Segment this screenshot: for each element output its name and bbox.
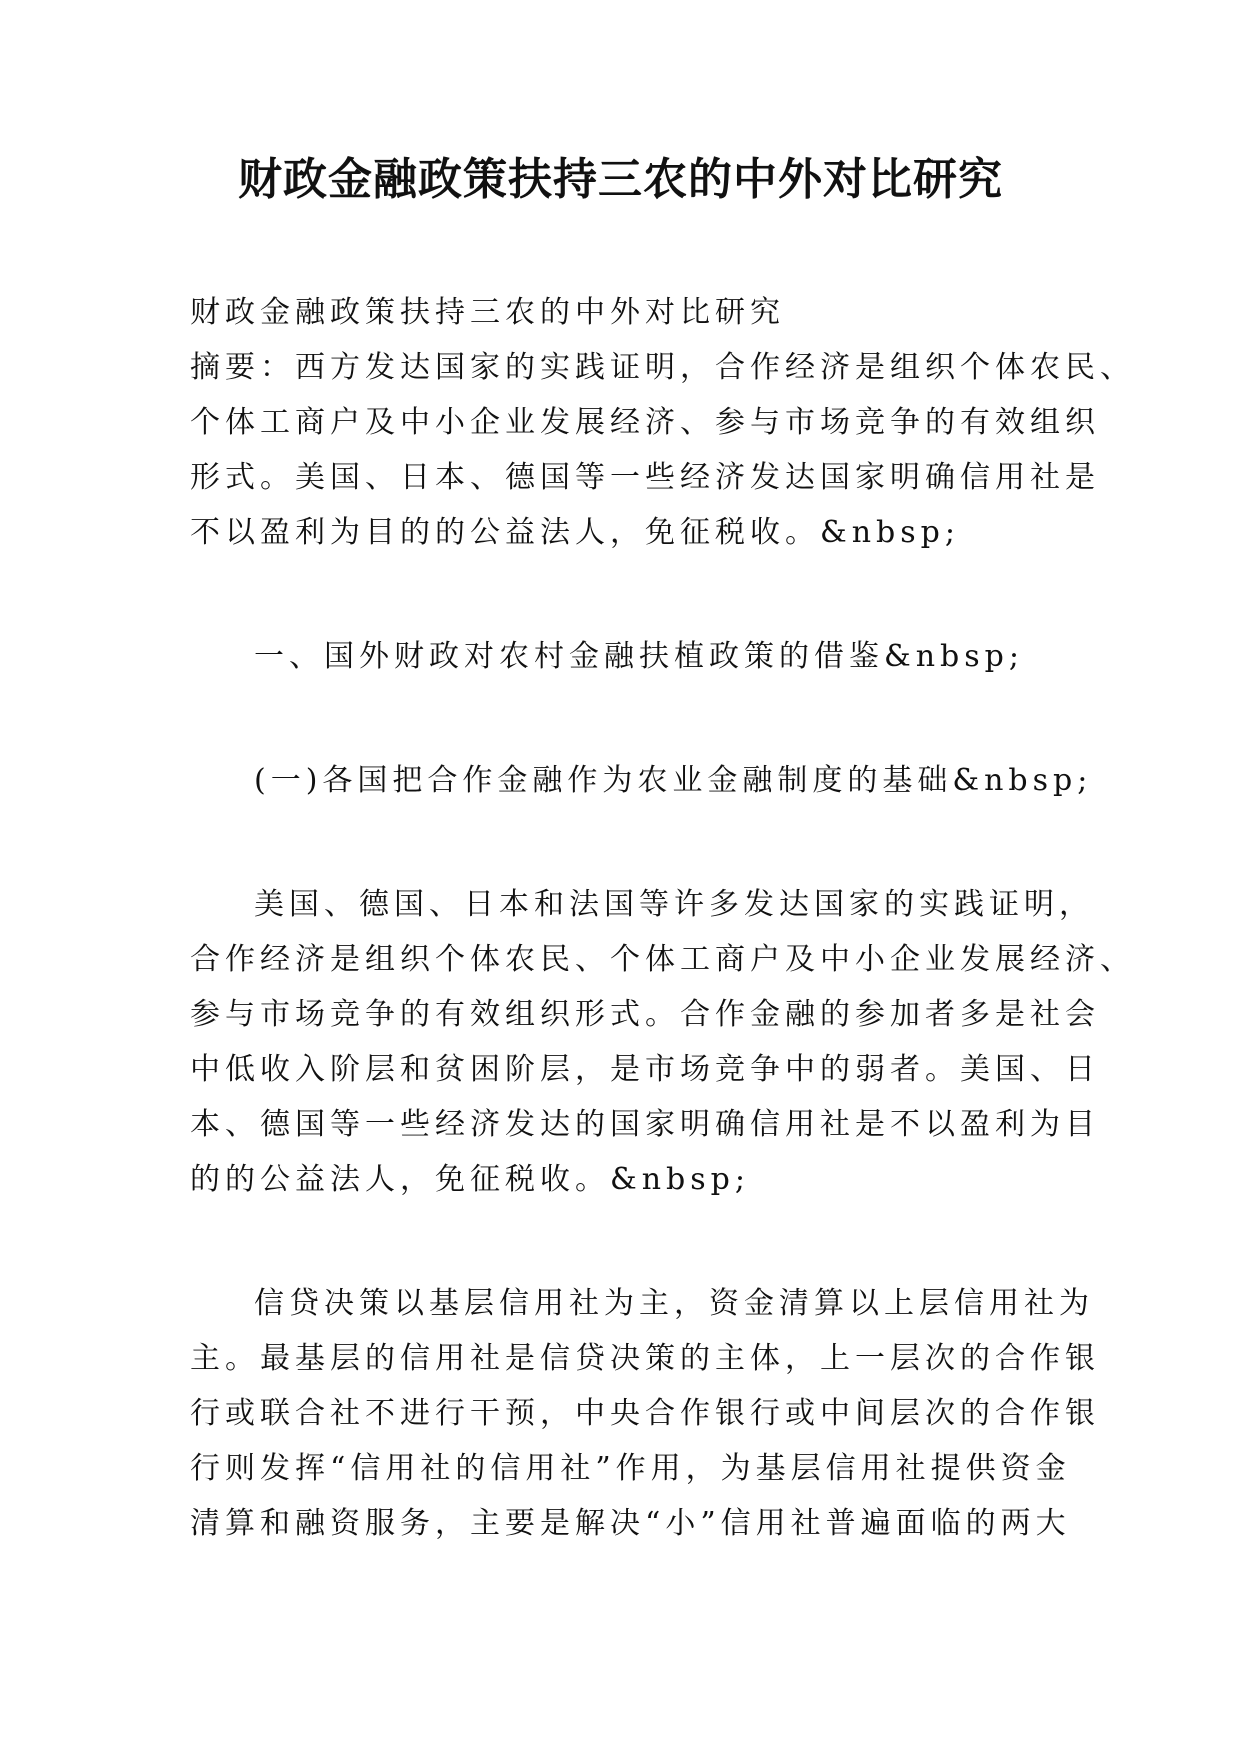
document-title: 财政金融政策扶持三农的中外对比研究 [238, 154, 1003, 205]
subsection-heading: (一)各国把合作金融作为农业金融制度的基础&nbsp; [254, 763, 1093, 798]
paragraph-line: 行则发挥“信用社的信用社”作用，为基层信用社提供资金 [190, 1451, 1071, 1486]
paragraph-line: 中低收入阶层和贫困阶层，是市场竞争中的弱者。美国、日 [190, 1052, 1100, 1087]
paragraph-spacer [190, 808, 1060, 877]
paragraph-line: 行或联合社不进行干预，中央合作银行或中间层次的合作银 [190, 1396, 1100, 1431]
paragraph-spacer [190, 684, 1060, 753]
paragraph-spacer [190, 560, 1060, 629]
paragraph-line: 主。最基层的信用社是信贷决策的主体，上一层次的合作银 [190, 1341, 1100, 1376]
abstract-line: 不以盈利为目的的公益法人，免征税收。&nbsp; [190, 515, 960, 550]
paragraph-line: 参与市场竞争的有效组织形式。合作金融的参加者多是社会 [190, 997, 1100, 1032]
document-body [190, 285, 1135, 1551]
paragraph-line: 信贷决策以基层信用社为主，资金清算以上层信用社为 [254, 1286, 1094, 1321]
abstract-line: 个体工商户及中小企业发展经济、参与市场竞争的有效组织 [190, 405, 1100, 440]
section-heading: 一、国外财政对农村金融扶植政策的借鉴&nbsp; [254, 639, 1024, 674]
paragraph-line: 清算和融资服务，主要是解决“小”信用社普遍面临的两大 [190, 1506, 1071, 1541]
paragraph-spacer [190, 1207, 1060, 1276]
paragraph-line: 美国、德国、日本和法国等许多发达国家的实践证明， [254, 887, 1094, 922]
paragraph-line: 合作经济是组织个体农民、个体工商户及中小企业发展经济、 [190, 942, 1135, 977]
abstract-paragraph [190, 340, 1135, 560]
body-paragraph-2 [190, 1276, 1100, 1551]
abstract-line: 摘要：西方发达国家的实践证明，合作经济是组织个体农民、 [190, 350, 1135, 385]
paragraph-line: 的的公益法人，免征税收。&nbsp; [190, 1162, 750, 1197]
body-paragraph-1 [190, 877, 1135, 1207]
document-subtitle: 财政金融政策扶持三农的中外对比研究 [190, 295, 785, 330]
paragraph-line: 本、德国等一些经济发达的国家明确信用社是不以盈利为目 [190, 1107, 1100, 1142]
abstract-line: 形式。美国、日本、德国等一些经济发达国家明确信用社是 [190, 460, 1100, 495]
